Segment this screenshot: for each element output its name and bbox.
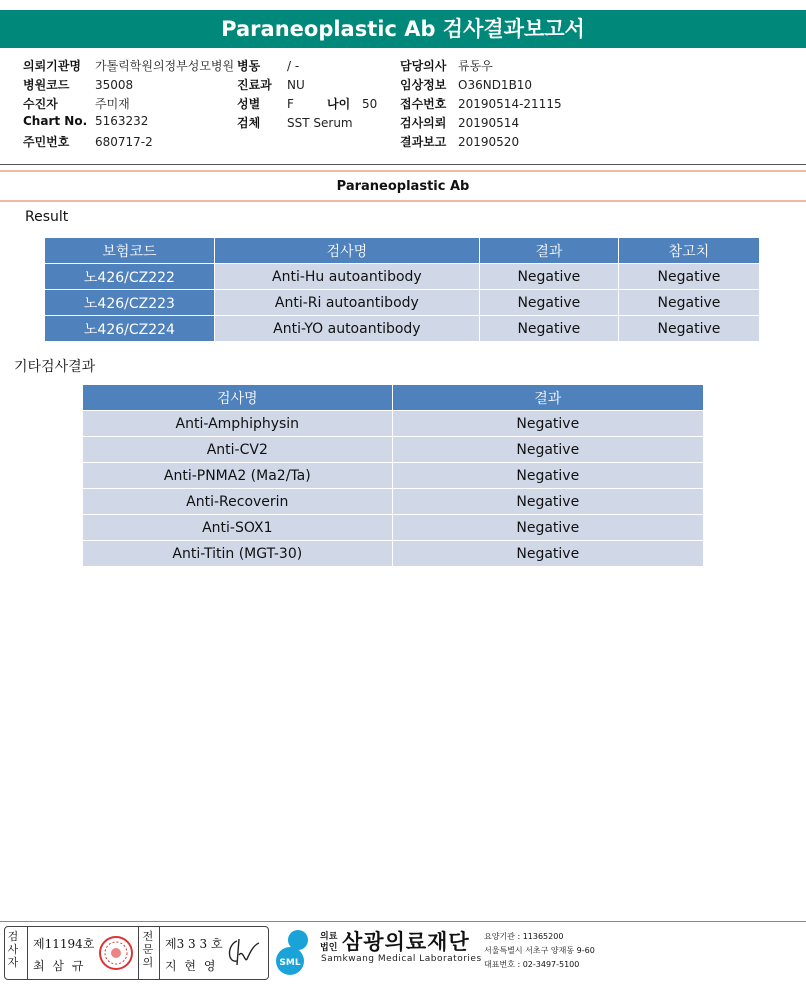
other-result-cell: Negative [392, 437, 703, 463]
header-divider [0, 164, 806, 165]
header-col2-label: 검체 [237, 116, 261, 130]
other-result-cell: Anti-CV2 [83, 437, 393, 463]
examiner-number: 제11194호 [33, 937, 95, 951]
header-col3-value: 20190514 [458, 116, 520, 130]
sig-separator-1 [27, 927, 28, 979]
other-result-cell: Negative [392, 515, 703, 541]
header-col1-label: Chart No. [23, 114, 88, 128]
result-cell: Anti-Ri autoantibody [214, 290, 479, 316]
header-col3-field-0 [400, 57, 493, 74]
table-row [45, 264, 760, 290]
table-row [83, 489, 704, 515]
header-col1-label: 주민번호 [23, 135, 70, 149]
other-header-cell: 결과 [392, 385, 703, 411]
footer-divider [0, 921, 806, 922]
result-header-cell: 참고치 [618, 238, 759, 264]
header-col3-field-3 [400, 114, 519, 131]
header-col3-label: 담당의사 [400, 59, 447, 73]
other-result-cell: Negative [392, 463, 703, 489]
header-col2-value: / - [287, 59, 300, 73]
header-col3-field-1 [400, 76, 532, 93]
other-result-cell: Anti-Recoverin [83, 489, 393, 515]
header-col2-value: F [287, 97, 294, 111]
result-cell: Negative [618, 264, 759, 290]
header-col1-value: 5163232 [95, 114, 149, 128]
table-row [83, 541, 704, 567]
sml-logo-text: SML [279, 958, 301, 968]
result-table [44, 237, 760, 342]
table-row [83, 515, 704, 541]
other-result-cell: Anti-Amphiphysin [83, 411, 393, 437]
other-result-cell: Anti-PNMA2 (Ma2/Ta) [83, 463, 393, 489]
result-cell: Anti-Hu autoantibody [214, 264, 479, 290]
result-cell: Negative [479, 264, 618, 290]
specialist-number: 제3 3 3 호 [165, 937, 223, 951]
divider-top [0, 170, 806, 172]
examiner-seal-icon [98, 935, 134, 971]
table-row [83, 437, 704, 463]
header-col1-field-4 [23, 133, 153, 150]
other-table-header [83, 385, 704, 411]
header-col2-field-2 [237, 95, 294, 112]
other-results-label: 기타검사결과 [14, 359, 96, 375]
age-label: 나이 [327, 97, 351, 111]
org-info-line: 요양기관 : 11365200 [484, 932, 564, 941]
header-col1-field-3 [23, 114, 148, 128]
header-col2-label: 병동 [237, 59, 261, 73]
org-name-en: Samkwang Medical Laboratories [321, 954, 482, 964]
result-cell: Negative [479, 316, 618, 342]
header-col1-value: 35008 [95, 78, 134, 92]
specialist-label: 전문의 [142, 930, 154, 969]
result-cell: Anti-YO autoantibody [214, 316, 479, 342]
header-col2-field-0 [237, 57, 299, 74]
age-field [327, 95, 377, 112]
other-result-cell: Negative [392, 541, 703, 567]
header-col1-value: 680717-2 [95, 135, 153, 149]
header-col2-value: NU [287, 78, 305, 92]
result-table-header [45, 238, 760, 264]
result-header-cell: 보험코드 [45, 238, 215, 264]
header-col2-label: 진료과 [237, 78, 272, 92]
result-header-cell: 검사명 [214, 238, 479, 264]
table-row [45, 316, 760, 342]
header-col2-label: 성별 [237, 97, 261, 111]
table-row [45, 290, 760, 316]
header-col1-field-0 [23, 57, 234, 74]
header-col2-value: SST Serum [287, 116, 353, 130]
specialist-name: 지 현 영 [165, 959, 218, 973]
org-info [484, 930, 595, 972]
header-col3-value: 류동우 [458, 59, 493, 73]
sig-separator-3 [159, 927, 160, 979]
header-col3-value: 20190520 [458, 135, 520, 149]
corp-label: 의료법인 [320, 932, 338, 953]
examiner-name: 최 삼 규 [33, 959, 86, 973]
age-value: 50 [362, 97, 378, 111]
result-cell: Negative [618, 316, 759, 342]
header-col3-label: 결과보고 [400, 135, 447, 149]
signature-icon [223, 935, 263, 971]
org-info-line: 대표번호 : 02-3497-5100 [484, 960, 580, 969]
other-result-cell: Anti-Titin (MGT-30) [83, 541, 393, 567]
header-col1-label: 수진자 [23, 97, 58, 111]
result-cell: Negative [479, 290, 618, 316]
header-col3-field-2 [400, 95, 562, 112]
header-col2-field-3 [237, 114, 353, 131]
other-results-table [82, 384, 704, 567]
header-col1-label: 병원코드 [23, 78, 70, 92]
other-result-cell: Negative [392, 411, 703, 437]
signature-box [4, 926, 269, 980]
header-col1-field-1 [23, 76, 133, 93]
other-header-cell: 검사명 [83, 385, 393, 411]
result-header-cell: 결과 [479, 238, 618, 264]
header-col1-field-2 [23, 95, 130, 112]
insurance-code-cell: 노426/CZ224 [45, 316, 215, 342]
header-col1-value: 주미재 [95, 97, 130, 111]
header-col3-label: 검사의뢰 [400, 116, 447, 130]
header-col1-label: 의뢰기관명 [23, 59, 81, 73]
examiner-label: 검사자 [7, 930, 19, 969]
other-result-cell: Negative [392, 489, 703, 515]
other-result-cell: Anti-SOX1 [83, 515, 393, 541]
insurance-code-cell: 노426/CZ222 [45, 264, 215, 290]
header-col3-value: O36ND1B10 [458, 78, 533, 92]
report-title: Paraneoplastic Ab 검사결과보고서 [0, 10, 806, 48]
result-label: Result [25, 209, 69, 225]
insurance-code-cell: 노426/CZ223 [45, 290, 215, 316]
table-row [83, 463, 704, 489]
header-col3-field-4 [400, 133, 519, 150]
header-col1-value: 가톨릭학원의정부성모병원 [95, 59, 235, 73]
divider-bottom [0, 200, 806, 202]
table-row [83, 411, 704, 437]
header-col2-field-1 [237, 76, 305, 93]
section-title: Paraneoplastic Ab [336, 179, 470, 194]
org-info-line: 서울특별시 서초구 양재동 9-60 [484, 946, 595, 955]
header-col3-label: 임상정보 [400, 78, 447, 92]
header-col3-value: 20190514-21115 [458, 97, 562, 111]
sig-separator-2 [138, 927, 139, 979]
org-name: 삼광의료재단 [342, 930, 470, 954]
sml-logo-icon [270, 928, 316, 976]
header-col3-label: 접수번호 [400, 97, 447, 111]
result-cell: Negative [618, 290, 759, 316]
